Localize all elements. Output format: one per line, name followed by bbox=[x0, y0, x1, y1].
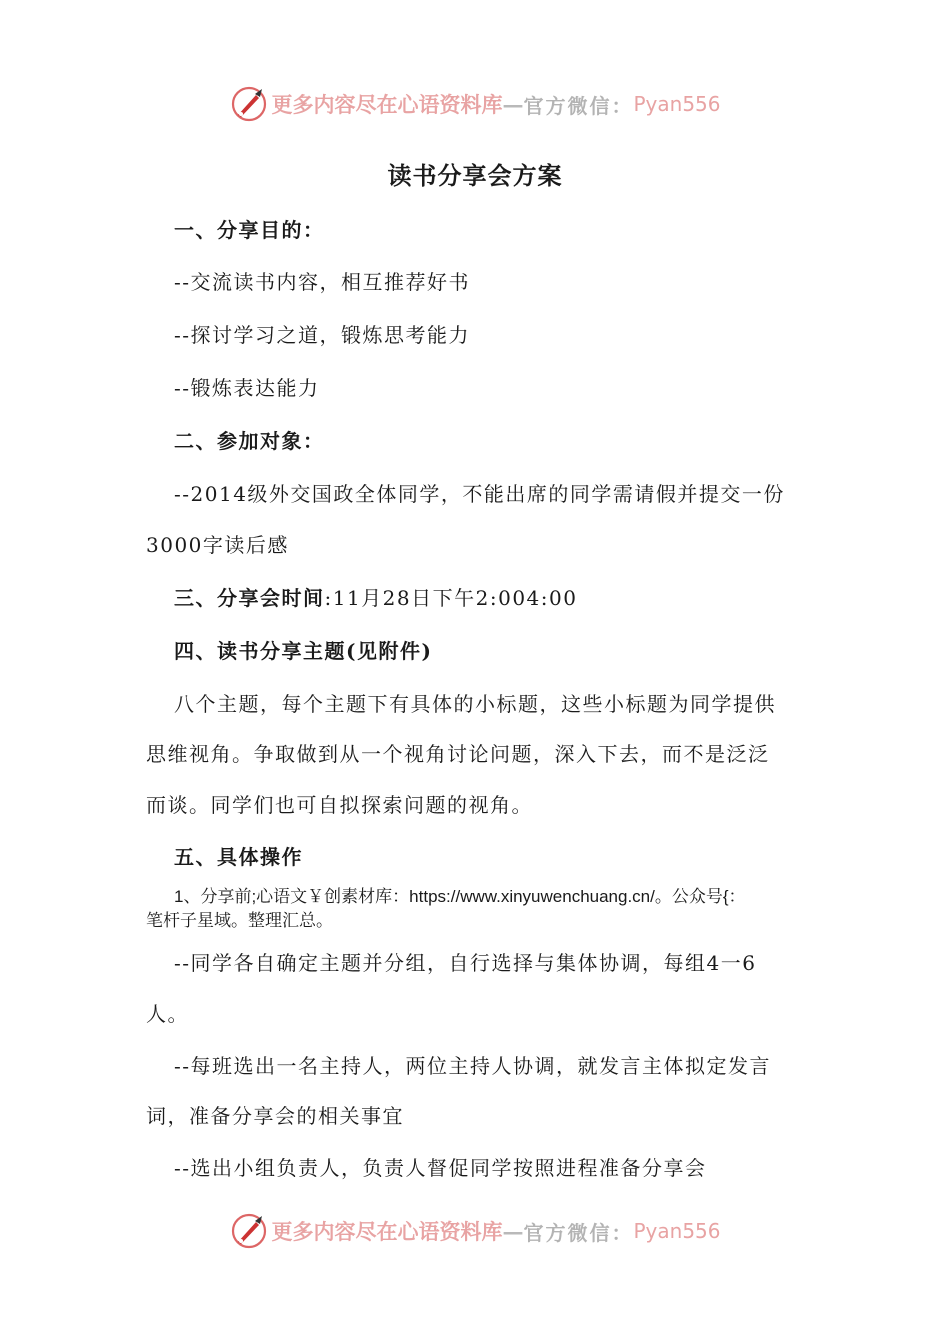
wechat-id: Pyan556 bbox=[633, 1219, 721, 1243]
s4-line-2: 思维视角。争取做到从一个视角讨论问题，深入下去，而不是泛泛 bbox=[146, 742, 770, 766]
wechat-label: 官方微信： bbox=[523, 1220, 634, 1245]
footer-banner bbox=[0, 1209, 950, 1253]
wechat-label: 官方微信： bbox=[523, 93, 634, 118]
s5-note-line-2: 笔杆子星域。整理汇总。 bbox=[146, 911, 333, 930]
s1-item-2: --探讨学习之道，锻炼思考能力 bbox=[174, 323, 471, 347]
s5-p1-line-2: 人。 bbox=[146, 1002, 189, 1026]
banner-text: 更多内容尽在心语资料库 bbox=[271, 92, 503, 117]
section-3-line bbox=[174, 582, 844, 611]
section-5-heading: 五、具体操作 bbox=[174, 845, 303, 869]
s5-p1-line-1: --同学各自确定主题并分组，自行选择与集体协调，每组4一6 bbox=[174, 951, 757, 975]
section-3-value: :11月28日下午2:004:00 bbox=[324, 586, 578, 610]
banner-separator: — bbox=[502, 91, 524, 117]
s1-item-1: --交流读书内容，相互推荐好书 bbox=[174, 270, 471, 294]
header-banner bbox=[0, 82, 950, 126]
s1-item-3: --锻炼表达能力 bbox=[174, 376, 320, 400]
banner-separator: — bbox=[502, 1218, 524, 1244]
s2-line-1: --2014级外交国政全体同学，不能出席的同学需请假并提交一份 bbox=[174, 482, 785, 506]
banner-text: 更多内容尽在心语资料库 bbox=[271, 1219, 503, 1244]
wechat-id: Pyan556 bbox=[633, 92, 721, 116]
section-3-heading: 三、分享会时间 bbox=[174, 586, 325, 610]
section-1-heading: 一、分享目的： bbox=[174, 218, 325, 242]
s4-line-1: 八个主题，每个主题下有具体的小标题，这些小标题为同学提供 bbox=[174, 692, 776, 716]
s5-p2-line-1: --每班选出一名主持人，两位主持人协调，就发言主体拟定发言 bbox=[174, 1054, 772, 1078]
s5-note-line-1: 1、分享前;心语文￥创素材库：https://www.xinyuwenchuang.cn/。公众号{： bbox=[174, 887, 746, 906]
s4-line-3: 而谈。同学们也可自拟探索问题的视角。 bbox=[146, 793, 533, 817]
document-title: 读书分享会方案 bbox=[387, 161, 563, 190]
s5-p3-line: --选出小组负责人，负责人督促同学按照进程准备分享会 bbox=[174, 1156, 707, 1180]
section-4-heading: 四、读书分享主题(见附件) bbox=[174, 639, 433, 663]
s5-p2-line-2: 词，准备分享会的相关事宜 bbox=[146, 1104, 404, 1128]
s2-line-2: 3000字读后感 bbox=[146, 533, 289, 557]
pen-logo-icon bbox=[229, 84, 269, 124]
section-2-heading: 二、参加对象： bbox=[174, 429, 325, 453]
pen-logo-icon bbox=[229, 1211, 269, 1251]
